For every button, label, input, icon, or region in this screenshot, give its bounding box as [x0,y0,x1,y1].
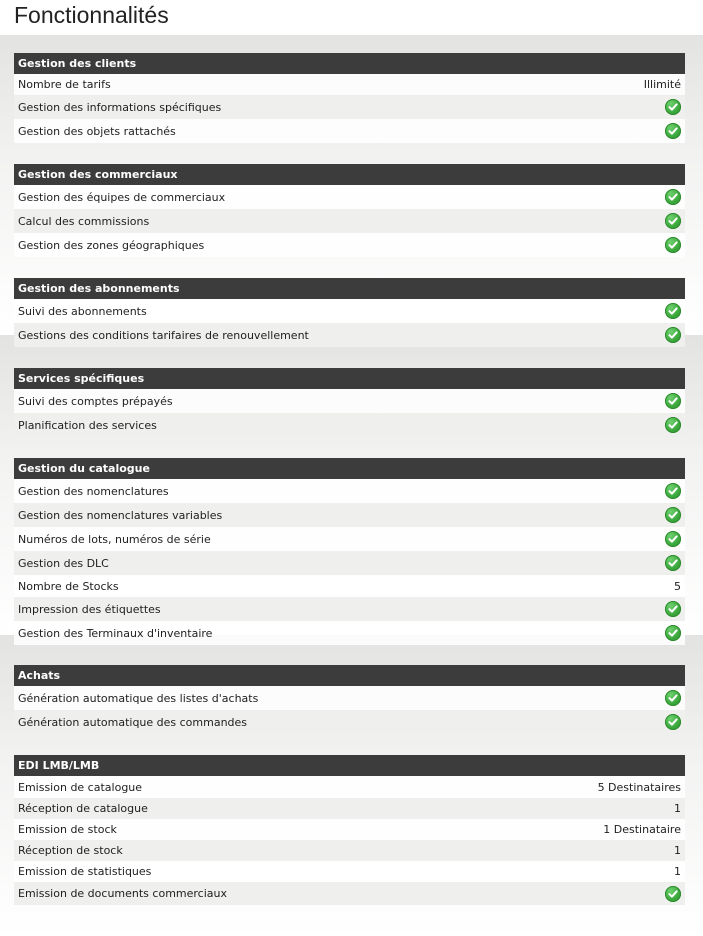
feature-label: Gestion des Terminaux d'inventaire [18,626,213,640]
check-icon [665,303,681,319]
section-header: Achats [14,665,685,686]
check-icon [665,507,681,523]
feature-row [14,798,685,819]
check-icon [665,601,681,617]
feature-row [14,840,685,861]
feature-row [14,389,685,413]
feature-row [14,209,685,233]
feature-label: Gestions des conditions tarifaires de renouvellement [18,328,309,342]
feature-label: Gestion des DLC [18,556,109,570]
check-icon [665,99,681,115]
section-header: Gestion des commerciaux [14,164,685,185]
feature-label: Suivi des comptes prépayés [18,394,173,408]
section-gestion-des-clients [14,53,685,143]
feature-label: Suivi des abonnements [18,304,147,318]
feature-value: 5 Destinataires [597,780,681,794]
section-header: EDI LMB/LMB [14,755,685,776]
feature-row [14,686,685,710]
feature-row [14,503,685,527]
feature-row [14,413,685,437]
section-header: Services spécifiques [14,368,685,389]
check-icon [665,690,681,706]
feature-label: Génération automatique des listes d'achats [18,691,259,705]
feature-row [14,551,685,575]
feature-label: Gestion des nomenclatures [18,484,169,498]
feature-label: Nombre de tarifs [18,78,111,91]
feature-row [14,527,685,551]
feature-label: Emission de statistiques [18,865,152,878]
check-icon [665,327,681,343]
feature-row [14,233,685,257]
check-icon [665,714,681,730]
feature-row [14,710,685,734]
feature-label: Réception de catalogue [18,802,148,815]
feature-value: 1 Destinataire [603,823,681,836]
feature-value: 1 [674,802,681,815]
feature-label: Nombre de Stocks [18,579,119,593]
feature-label: Numéros de lots, numéros de série [18,532,211,546]
feature-label: Gestion des nomenclatures variables [18,508,223,522]
check-icon [665,886,681,902]
feature-label: Gestion des zones géographiques [18,238,205,252]
feature-label: Gestion des objets rattachés [18,124,176,138]
check-icon [665,393,681,409]
section-services-specifiques [14,368,685,437]
feature-row [14,299,685,323]
check-icon [665,237,681,253]
feature-label: Gestion des équipes de commerciaux [18,190,226,204]
section-header: Gestion des clients [14,53,685,74]
feature-label: Gestion des informations spécifiques [18,100,222,114]
feature-row [14,74,685,95]
section-header: Gestion des abonnements [14,278,685,299]
feature-row [14,185,685,209]
feature-row [14,95,685,119]
check-icon [665,417,681,433]
section-gestion-des-abonnements [14,278,685,347]
feature-row [14,621,685,645]
feature-value: 1 [674,865,681,878]
check-icon [665,213,681,229]
check-icon [665,189,681,205]
feature-label: Génération automatique des commandes [18,715,248,729]
feature-label: Planification des services [18,418,157,432]
feature-row [14,882,685,905]
feature-label: Réception de stock [18,844,123,857]
feature-row [14,575,685,597]
feature-row [14,776,685,798]
section-gestion-des-commerciaux [14,164,685,257]
feature-value: Illimité [643,78,681,91]
check-icon [665,555,681,571]
check-icon [665,483,681,499]
feature-value: 5 [674,579,681,593]
feature-row [14,323,685,347]
feature-label: Calcul des commissions [18,214,150,228]
section-edi-lmb-lmb [14,755,685,905]
feature-label: Impression des étiquettes [18,602,161,616]
section-header: Gestion du catalogue [14,458,685,479]
feature-label: Emission de documents commerciaux [18,887,227,900]
feature-row [14,597,685,621]
feature-label: Emission de stock [18,823,117,836]
feature-row [14,861,685,882]
feature-value: 1 [674,844,681,857]
feature-row [14,819,685,840]
section-gestion-du-catalogue [14,458,685,645]
feature-row [14,479,685,503]
page-title: Fonctionnalités [14,2,169,28]
check-icon [665,531,681,547]
section-achats [14,665,685,734]
feature-label: Emission de catalogue [18,780,143,794]
check-icon [665,625,681,641]
feature-row [14,119,685,143]
check-icon [665,123,681,139]
